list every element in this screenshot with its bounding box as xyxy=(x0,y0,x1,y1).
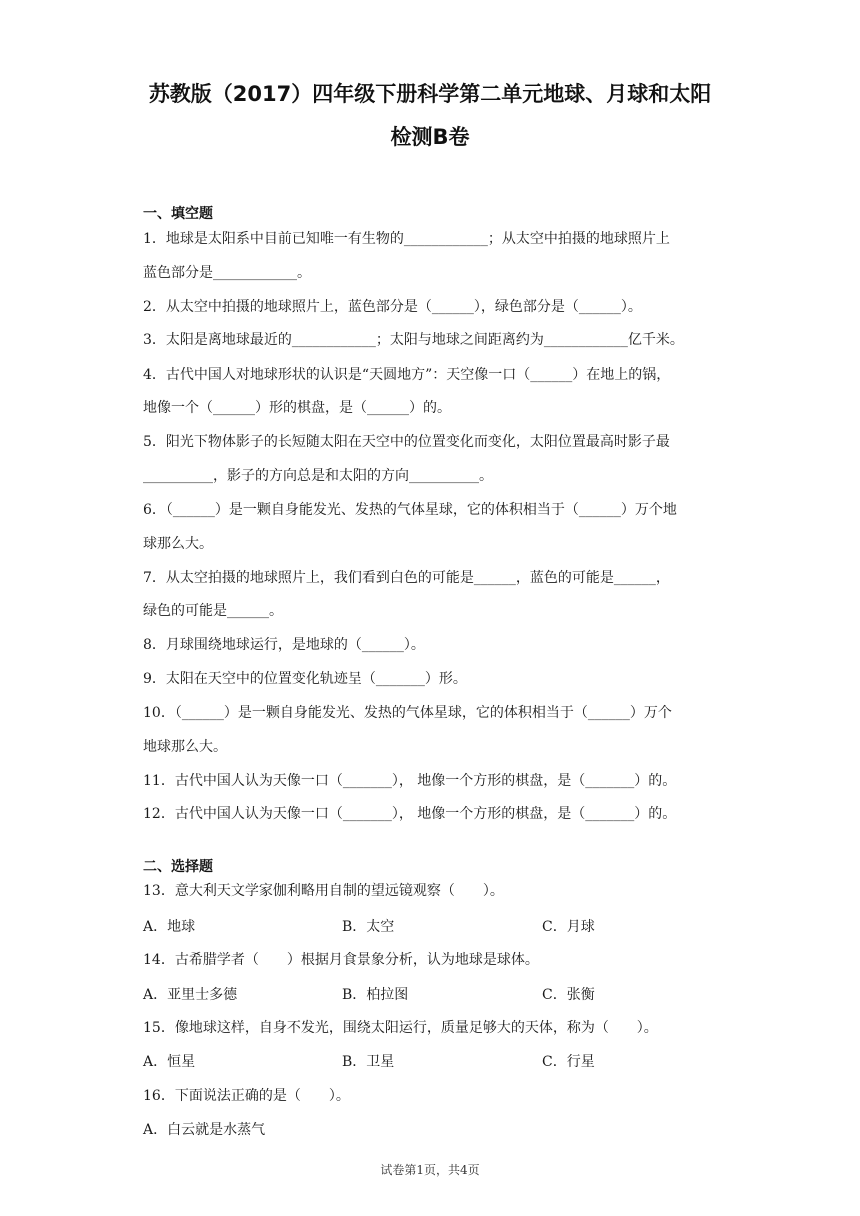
question-5-line-1: 5．阳光下物体影子的长短随太阳在天空中的位置变化而变化，太阳位置最高时影子最 xyxy=(143,434,670,450)
page-title: 苏教版（2017）四年级下册科学第二单元地球、月球和太阳 xyxy=(148,82,712,106)
question-10-line-2: 地球那么大。 xyxy=(143,739,227,755)
question-4-line-1: 4．古代中国人对地球形状的认识是“天圆地方”：天空像一口（______）在地上的锅， xyxy=(143,367,671,383)
question-16: 16．下面说法正确的是（ ）。 xyxy=(143,1088,350,1104)
question-14-option-b: B．柏拉图 xyxy=(342,987,409,1003)
question-13-option-a: A．地球 xyxy=(143,919,196,935)
question-7-line-1: 7．从太空拍摄的地球照片上，我们看到白色的可能是______，蓝色的可能是______， xyxy=(143,570,670,586)
question-1-line-1: 1．地球是太阳系中目前已知唯一有生物的____________；从太空中拍摄的地球照片上 xyxy=(143,231,670,247)
question-11: 11．古代中国人认为天像一口（_______）， 地像一个方形的棋盘，是（_______）的。 xyxy=(143,773,677,789)
question-14-option-a: A．亚里士多德 xyxy=(143,987,238,1003)
question-13-option-b: B．太空 xyxy=(342,919,395,935)
question-7-line-2: 绿色的可能是______。 xyxy=(143,603,283,619)
question-15-option-a: A．恒星 xyxy=(143,1054,196,1070)
question-6-line-1: 6．（______）是一颗自身能发光、发热的气体星球，它的体积相当于（______）万个地 xyxy=(143,502,677,518)
question-1-line-2: 蓝色部分是____________。 xyxy=(143,265,311,281)
section-heading-fill-in: 一、填空题 xyxy=(143,206,213,222)
question-10-line-1: 10．（______）是一颗自身能发光、发热的气体星球，它的体积相当于（______）万个 xyxy=(143,705,672,721)
question-9: 9．太阳在天空中的位置变化轨迹呈（_______）形。 xyxy=(143,671,467,687)
question-4-line-2: 地像一个（______）形的棋盘，是（______）的。 xyxy=(143,400,451,416)
question-6-line-2: 球那么大。 xyxy=(143,536,213,552)
question-13-option-c: C．月球 xyxy=(542,919,595,935)
question-15-option-c: C．行星 xyxy=(542,1054,595,1070)
question-14: 14．古希腊学者（ ）根据月食景象分析，认为地球是球体。 xyxy=(143,952,539,968)
page-subtitle: 检测B卷 xyxy=(390,125,470,149)
question-2: 2．从太空中拍摄的地球照片上，蓝色部分是（______），绿色部分是（______）。 xyxy=(143,299,642,315)
question-5-line-2: __________，影子的方向总是和太阳的方向__________。 xyxy=(143,468,493,484)
page-footer: 试卷第1页，共4页 xyxy=(380,1163,480,1177)
question-16-option-a: A．白云就是水蒸气 xyxy=(143,1122,266,1138)
question-12: 12．古代中国人认为天像一口（_______）， 地像一个方形的棋盘，是（_______）的。 xyxy=(143,806,677,822)
section-heading-choice: 二、选择题 xyxy=(143,859,213,875)
question-8: 8．月球围绕地球运行，是地球的（______）。 xyxy=(143,637,425,653)
question-13: 13．意大利天文学家伽利略用自制的望远镜观察（ ）。 xyxy=(143,883,504,899)
question-3: 3．太阳是离地球最近的____________；太阳与地球之间距离约为____________亿千米。 xyxy=(143,332,684,348)
question-15: 15．像地球这样，自身不发光，围绕太阳运行，质量足够大的天体，称为（ ）。 xyxy=(143,1020,658,1036)
question-15-option-b: B．卫星 xyxy=(342,1054,395,1070)
question-14-option-c: C．张衡 xyxy=(542,987,595,1003)
